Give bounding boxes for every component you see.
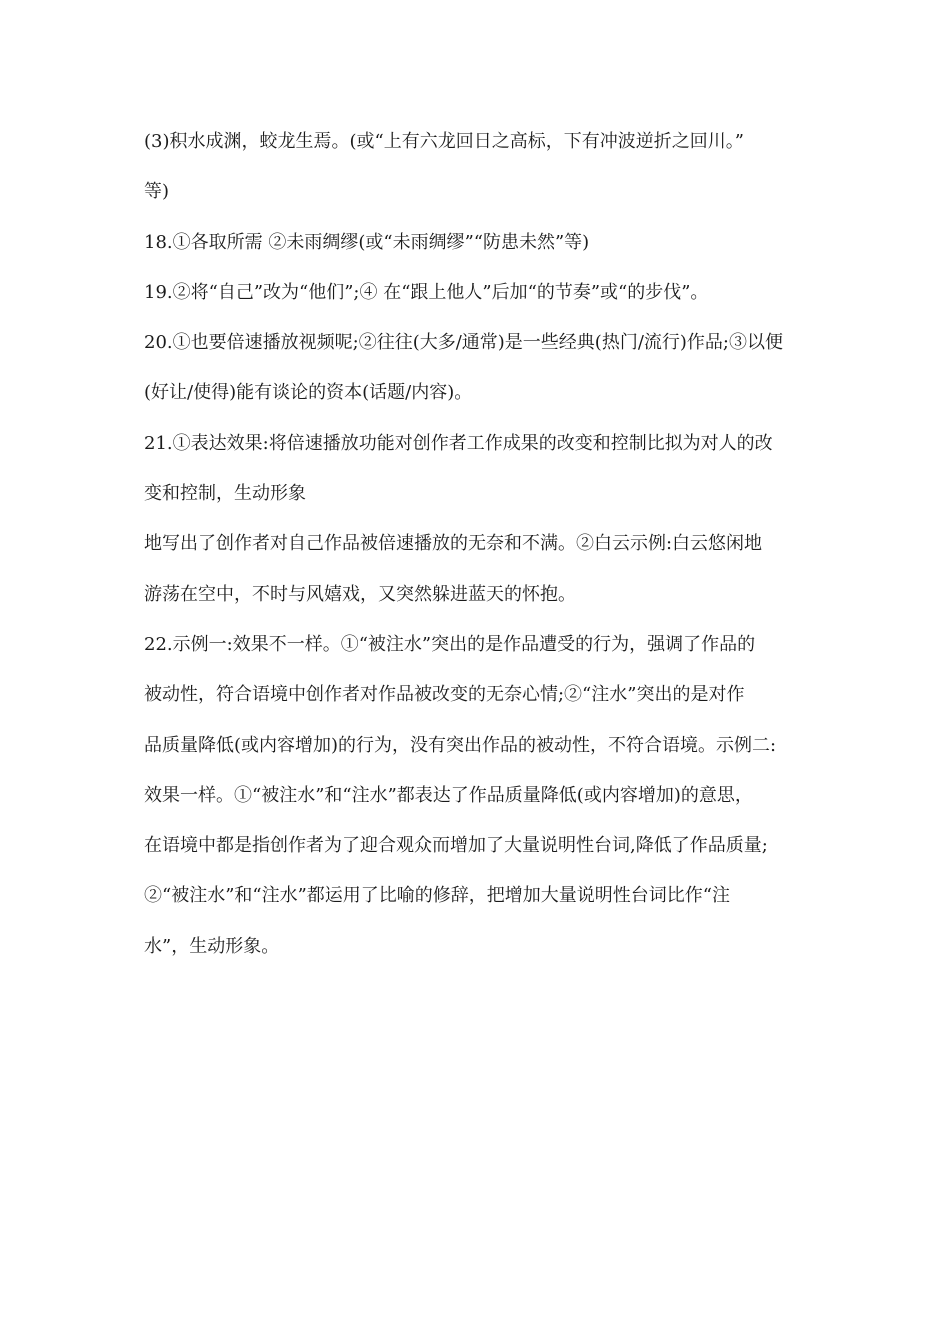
text-line: 品质量降低(或内容增加)的行为，没有突出作品的被动性，不符合语境。示例二: [144, 734, 777, 756]
text-line: ②“被注水”和“注水”都运用了比喻的修辞，把增加大量说明性台词比作“注 [144, 885, 731, 907]
text-line: 18.①各取所需 ②未雨绸缪(或“未雨绸缪”“防患未然”等) [144, 231, 590, 253]
answer-text-block [144, 124, 820, 979]
text-line: 21.①表达效果:将倍速播放功能对创作者工作成果的改变和控制比拟为对人的改 [144, 432, 773, 454]
text-line: 等) [144, 181, 170, 203]
text-line: 20.①也要倍速播放视频呢;②往往(大多/通常)是一些经典(热门/流行)作品;③以便 [144, 332, 783, 354]
text-line: 地写出了创作者对自己作品被倍速播放的无奈和不满。②白云示例:白云悠闲地 [144, 533, 763, 555]
text-line: 游荡在空中，不时与风嬉戏，又突然躲进蓝天的怀抱。 [144, 583, 576, 605]
text-line: 被动性，符合语境中创作者对作品被改变的无奈心情;②“注水”突出的是对作 [144, 684, 745, 706]
text-line: (3)积水成渊，蛟龙生焉。(或“上有六龙回日之高标，下有冲波逆折之回川。” [144, 131, 744, 152]
text-line: 水”，生动形象。 [144, 935, 280, 957]
text-line: 22.示例一:效果不一样。①“被注水”突出的是作品遭受的行为，强调了作品的 [144, 633, 756, 655]
text-line: 在语境中都是指创作者为了迎合观众而增加了大量说明性台词,降低了作品质量; [144, 835, 768, 857]
text-line: 变和控制，生动形象 [144, 483, 306, 505]
text-line: 19.②将“自己”改为“他们”;④ 在“跟上他人”后加“的节奏”或“的步伐”。 [144, 281, 709, 303]
text-line: 效果一样。①“被注水”和“注水”都表达了作品质量降低(或内容增加)的意思， [144, 784, 753, 806]
text-line: (好让/使得)能有谈论的资本(话题/内容)。 [144, 382, 473, 404]
